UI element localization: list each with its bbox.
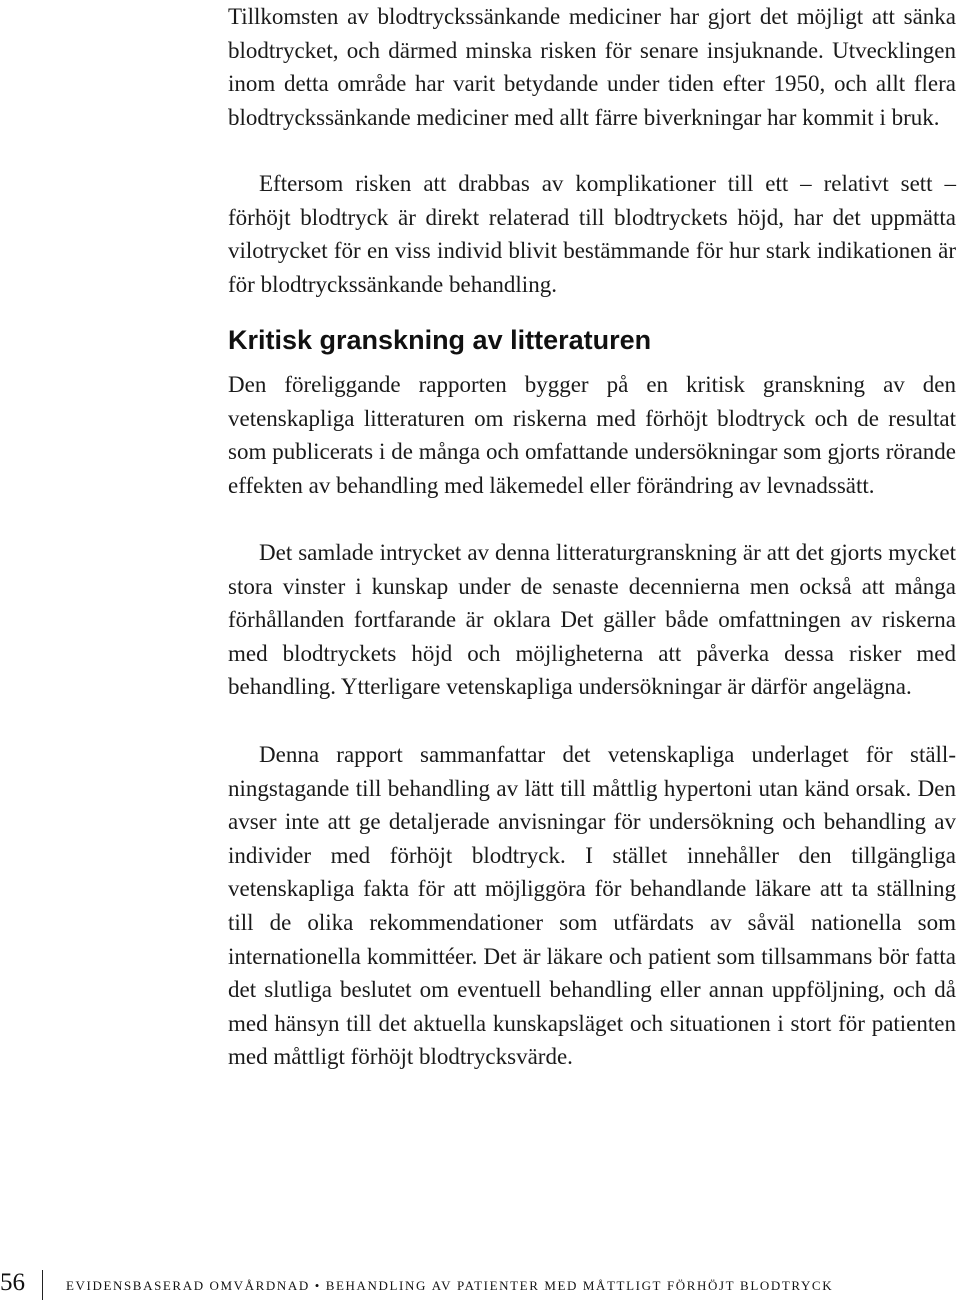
running-title: evidensbaserad omvårdnad • behandling av patienter med måttligt förhöjt blodtryck <box>66 1274 834 1295</box>
paragraph-intro: Tillkomsten av blodtryckssänkande mediciner har gjort det möjligt att sänka blodtrycket, och därmed minska risken för senare insjuknande. Utvecklingen inom detta område har varit betydande under tiden efter 1950, och allt flera blodtryckssänkande mediciner med allt färre biverkningar har kommit i bruk. <box>228 4 956 130</box>
paragraph-review: Den föreliggande rapporten bygger på en kritisk granskning av den vetenskapliga litteraturen om riskerna med förhöjt blodtryck och de resultat som publicerats i de många och omfattande undersökningar som gjorts rörande effekten av behandling med läkemedel eller förändring av levnadssätt. <box>228 372 956 498</box>
paragraph-risk: Eftersom risken att drabbas av komplikationer till ett – relativt sett – förhöjt blodtryck är direkt relaterad till blodtryckets höjd, har det uppmätta vilotrycket för en viss individ blivit bestämmande för hur stark indikationen är för blodtryckssänkande behandling. <box>228 171 956 297</box>
paragraph-conclusion: Det samlade intrycket av denna litteraturgranskning är att det gjorts mycket stora vinster i kunskap under de senaste decennierna men också att många förhållanden fortfarande är oklara Det gäller både omfattningen av riskerna med blodtryckets höjd och möjligheterna att påverka dessa risker med behandling. Ytterligare vetenskapliga undersökningar är därför angelägna. <box>228 540 956 700</box>
page-number: 56 <box>0 1269 25 1296</box>
paragraph-summary: Denna rapport sammanfattar det vetenskapliga underlaget för ställningstagande till behandling av lätt till måttlig hypertoni utan känd orsak. Den avser inte att ge detaljerade anvisningar för undersökning och behandling av individer med förhöjt blodtryck. I stället innehåller den tillgängliga vetenskapliga fakta för att möjliggöra för behandlande läkare att ta ställning till de olika rekommendationer som utfärdats av såväl nationella som internationella kommittéer. Det är läkare och patient som tillsammans bör fatta det slutliga beslutet om eventuell behandling eller annan uppföljning, och då med hänsyn till det aktuella kunskapsläget och situationen i stort för patienten med måttligt förhöjt blodtrycksvärde. <box>228 742 956 1070</box>
section-heading: Kritisk granskning av litteraturen <box>228 325 652 355</box>
page-footer <box>0 1268 960 1298</box>
footer-divider <box>42 1270 43 1300</box>
